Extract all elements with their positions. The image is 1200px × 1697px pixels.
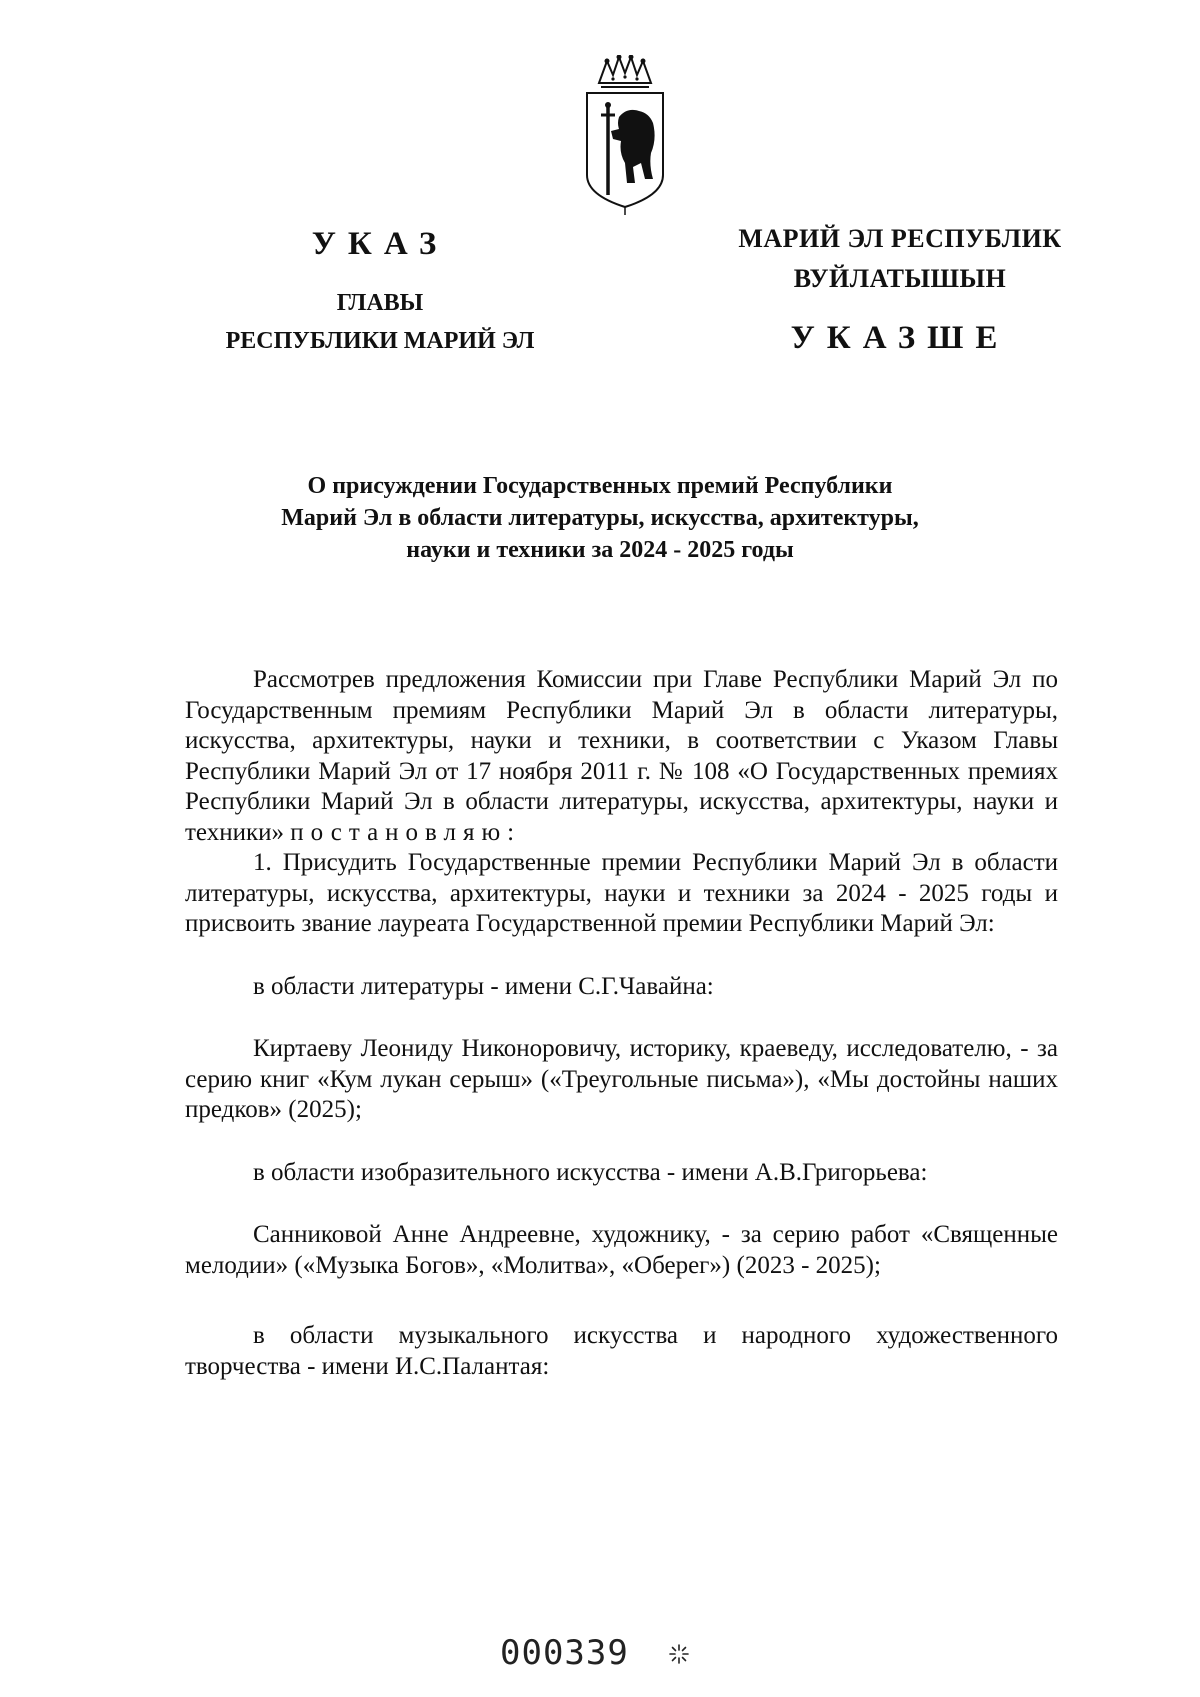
title-line-2: Марий Эл в области литературы, искусства, архитектуры,: [281, 505, 919, 531]
coat-of-arms-icon: [583, 55, 667, 225]
document-serial-number: 000339: [500, 1633, 629, 1673]
preamble-paragraph: [185, 665, 1058, 848]
preamble-text: Рассмотрев предложения Комиссии при Главе Республики Марий Эл по Государственным премиям Республики Марий Эл в области литературы, искусства, архитектуры, науки и техники, в соответствии с Указом Главы Республики Марий Эл от 17 ноября 2011 г. № 108 «О Государственных премиях Республики Марий Эл в области литературы, искусства, архитектуры, науки и техники»: [185, 666, 1058, 846]
item-1: 1. Присудить Государственные премии Республики Марий Эл в области литературы, искусства, архитектуры, науки и техники за 2024 - 2025 годы и присвоить звание лауреата Государственной премии Республики Марий Эл:: [185, 849, 1058, 937]
header-ukazshe: УКАЗШЕ: [790, 320, 1010, 356]
document-body: [185, 665, 1058, 1382]
document-title: [190, 470, 1010, 566]
art-heading: в области изобразительного искусства - имени А.В.Григорьева:: [253, 1158, 928, 1186]
header-respubliki: РЕСПУБЛИКИ МАРИЙ ЭЛ: [225, 328, 535, 354]
header-right-line2: ВУЙЛАТЫШЫН: [793, 264, 1007, 293]
asterisk-mark-icon: [668, 1643, 690, 1665]
header-ukaz: УКАЗ: [311, 226, 449, 262]
literature-award: Киртаеву Леониду Никоноровичу, историку, краеведу, исследователю, - за серию книг «Кум лукан серыш» («Треугольные письма»), «Мы достойны наших предков» (2025);: [185, 1035, 1058, 1123]
header-right-line1: МАРИЙ ЭЛ РЕСПУБЛИК: [738, 224, 1062, 253]
literature-heading: в области литературы - имени С.Г.Чавайна:: [253, 972, 714, 1000]
title-line-1: О присуждении Государственных премий Республики: [307, 473, 893, 499]
music-heading: в области музыкального искусства и народного художественного творчества - имени И.С.Палантая:: [185, 1322, 1058, 1380]
postanovlyayu: постановляю:: [290, 818, 522, 846]
title-line-3: науки и техники за 2024 - 2025 годы: [406, 537, 794, 563]
art-award: Санниковой Анне Андреевне, художнику, - за серию работ «Священные мелодии» («Музыка Богов», «Молитва», «Оберег») (2023 - 2025);: [185, 1221, 1058, 1279]
header-glavy: ГЛАВЫ: [336, 290, 424, 316]
